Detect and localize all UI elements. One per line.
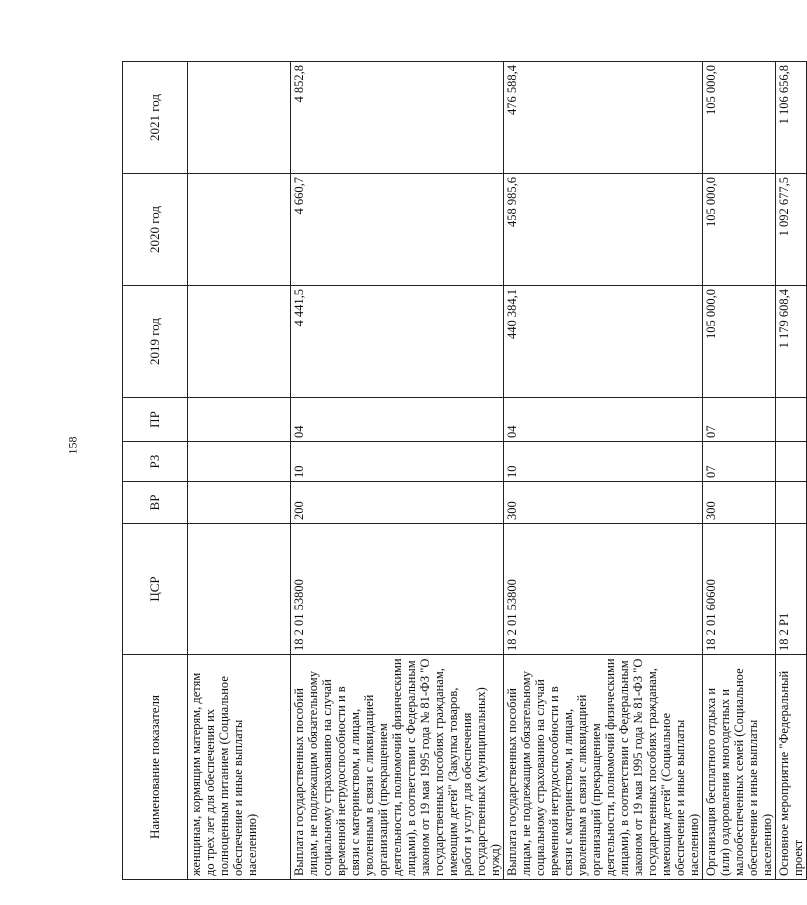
header-name: Наименование показателя [123,655,188,880]
cell-rz: 10 [504,442,703,482]
table-row [703,62,776,880]
cell-rz [188,442,291,482]
page-number: 158 [65,436,80,455]
cell-2019: 1 179 608,4 [776,286,807,398]
header-pr: ПР [123,398,188,442]
cell-2020: 4 660,7 [291,174,504,286]
cell-csr: 18 2 01 53800 [504,524,703,655]
table-row [188,62,291,880]
cell-pr: 04 [504,398,703,442]
cell-name: женщинам, кормящим матерям, детям до трех лет для обеспечения их полноценным питанием (Социальное обеспечение и иные выплаты населению) [188,655,291,880]
cell-vr [776,482,807,524]
cell-rz [776,442,807,482]
cell-rz: 07 [703,442,776,482]
header-2020: 2020 год [123,174,188,286]
cell-name: Выплата государственных пособий лицам, не подлежащим обязательному социальному страхованию на случай временной нетрудоспособности и в связи с материнством, и лицам, уволенным в связи с ликвидацией организаций (прекращением деятельности, полномочий физическими лицами), в соответствии с Федеральным законом от 19 мая 1995 года № 81-ФЗ "О государственных пособиях гражданам, имеющим детей" (Закупка товаров, работ и услуг для обеспечения государственных (муниципальных) нужд) [291,655,504,880]
header-vr: ВР [123,482,188,524]
cell-2019: 105 000,0 [703,286,776,398]
table-row [291,62,504,880]
header-2021: 2021 год [123,62,188,174]
cell-2020 [188,174,291,286]
table-row [504,62,703,880]
cell-pr [776,398,807,442]
cell-2021: 1 106 656,8 [776,62,807,174]
cell-2019: 4 441,5 [291,286,504,398]
cell-name: Выплата государственных пособий лицам, не подлежащим обязательному социальному страхованию на случай временной нетрудоспособности и в связи с материнством, и лицам, уволенным в связи с ликвидацией организаций (прекращением деятельности, полномочий физическими лицами), в соответствии с Федеральным законом от 19 мая 1995 года № 81-ФЗ "О государственных пособиях гражданам, имеющим детей" (Социальное обеспечение и иные выплаты населению) [504,655,703,880]
header-2019: 2019 год [123,286,188,398]
cell-2021: 476 588,4 [504,62,703,174]
cell-vr [188,482,291,524]
cell-name: Основное мероприятие "Федеральный проект [776,655,807,880]
table-row [776,62,807,880]
table-header-row [123,62,188,880]
cell-2021: 105 000,0 [703,62,776,174]
rotated-table-container [122,62,805,880]
cell-2019 [188,286,291,398]
cell-vr: 200 [291,482,504,524]
cell-2021: 4 852,8 [291,62,504,174]
cell-vr: 300 [703,482,776,524]
cell-csr: 18 2 P1 [776,524,807,655]
cell-pr [188,398,291,442]
cell-name: Организация бесплатного отдыха и (или) оздоровления многодетных и малообеспеченных семей (Социальное обеспечение и иные выплаты населению) [703,655,776,880]
cell-pr: 07 [703,398,776,442]
cell-csr: 18 2 01 60600 [703,524,776,655]
header-rz: РЗ [123,442,188,482]
cell-pr: 04 [291,398,504,442]
cell-csr [188,524,291,655]
cell-2020: 458 985,6 [504,174,703,286]
cell-2019: 440 384,1 [504,286,703,398]
cell-2020: 1 092 677,5 [776,174,807,286]
cell-rz: 10 [291,442,504,482]
budget-table [122,61,807,880]
cell-vr: 300 [504,482,703,524]
cell-csr: 18 2 01 53800 [291,524,504,655]
cell-2020: 105 000,0 [703,174,776,286]
header-csr: ЦСР [123,524,188,655]
cell-2021 [188,62,291,174]
